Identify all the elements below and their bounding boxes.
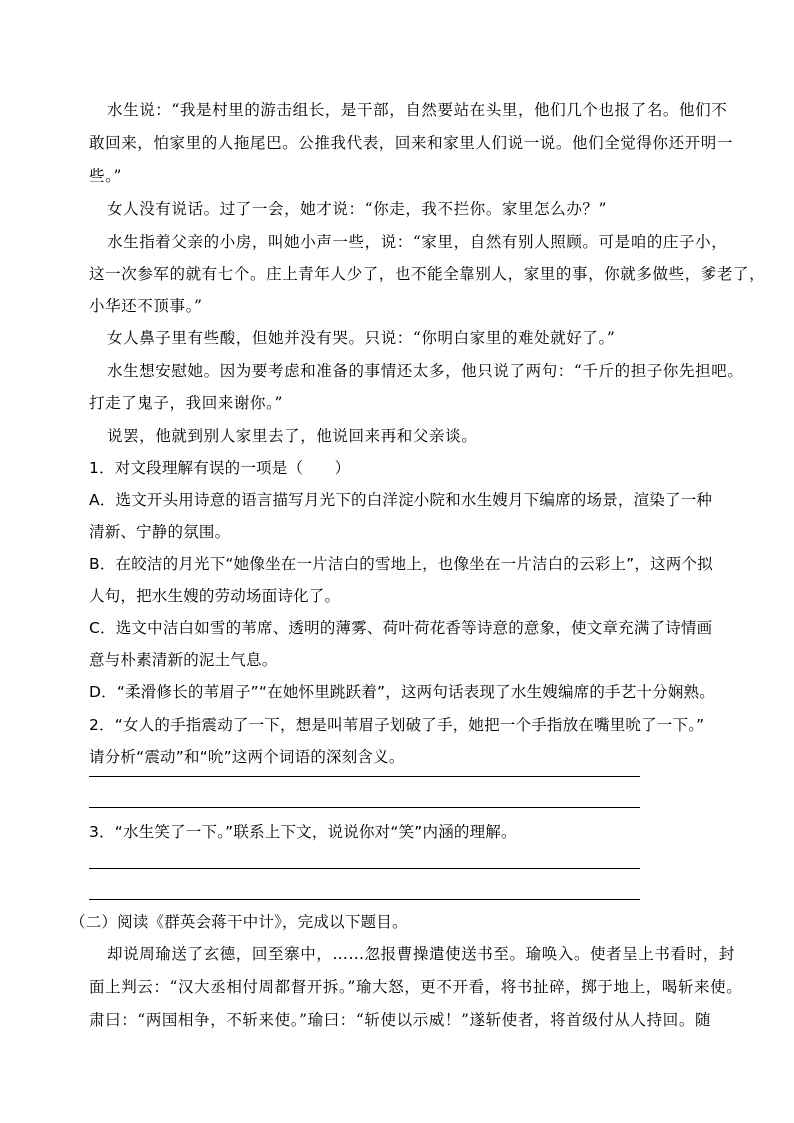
story-paragraph-5-line-1: 水生想安慰她。因为要考虑和准备的事情还太多，他只说了两句：“千斤的担子你先担吧。	[107, 362, 744, 380]
story-paragraph-1-line-1: 水生说：“我是村里的游击组长，是干部，自然要站在头里，他们几个也报了名。他们不	[107, 101, 728, 119]
story-paragraph-1-line-2: 敢回来，怕家里的人拖尾巴。公推我代表，回来和家里人们说一说。他们全觉得你还开明一	[89, 134, 734, 152]
question-2-stem-line-2: 请分析“震动”和“吮”这两个词语的深刻含义。	[89, 748, 405, 766]
question-1-stem: 1．对文段理解有误的一项是（ ）	[89, 459, 351, 477]
story-paragraph-4: 女人鼻子里有些酸，但她并没有哭。只说：“你明白家里的难处就好了。”	[107, 329, 616, 347]
answer-line-3a[interactable]	[89, 868, 640, 869]
story-paragraph-6: 说罢，他就到别人家里去了，他说回来再和父亲谈。	[107, 427, 478, 445]
question-1-option-c-line-1: C．选文中洁白如雪的苇席、透明的薄雾、荷叶荷花香等诗意的意象，使文章充满了诗情画	[89, 619, 713, 637]
question-1-option-b-line-2: 人句，把水生嫂的劳动场面诗化了。	[89, 587, 341, 605]
question-1-option-a-line-1: A．选文开头用诗意的语言描写月光下的白洋淀小院和水生嫂月下编席的场景，渲染了一种	[89, 491, 713, 509]
question-1-option-c-line-2: 意与朴素清新的泥土气息。	[89, 651, 278, 669]
section-2-heading: （二）阅读《群英会蒋干中计》，完成以下题目。	[70, 913, 408, 931]
story-paragraph-3-line-1: 水生指着父亲的小房，叫她小声一些，说：“家里，自然有别人照顾。可是咱的庄子小，	[107, 233, 728, 251]
story-paragraph-3-line-2: 这一次参军的就有七个。庄上青年人少了，也不能全靠别人，家里的事，你就多做些，爹老了，	[89, 265, 766, 283]
answer-line-2b[interactable]	[89, 807, 640, 808]
section-2-paragraph-line-3: 肃曰：“两国相争，不斩来使。”瑜曰：“斩使以示威！”遂斩使者，将首级付从人持回。随	[89, 1011, 712, 1029]
section-2-paragraph-line-1: 却说周瑜送了玄德，回至寨中，……忽报曹操遣使送书至。瑜唤入。使者呈上书看时，封	[107, 945, 735, 963]
answer-line-2a[interactable]	[89, 776, 640, 777]
section-2-paragraph-line-2: 面上判云：“汉大丞相付周都督开拆。”瑜大怒，更不开看，将书扯碎，掷于地上，喝斩来使。	[89, 978, 743, 996]
story-paragraph-1-line-3: 些。”	[89, 167, 122, 185]
answer-line-3b[interactable]	[89, 899, 640, 900]
question-2-stem-line-1: 2．“女人的手指震动了一下，想是叫苇眉子划破了手，她把一个手指放在嘴里吮了一下。”	[89, 716, 705, 734]
story-paragraph-3-line-3: 小华还不顶事。”	[89, 297, 203, 315]
question-1-option-d: D．“柔滑修长的苇眉子”“在她怀里跳跃着”，这两句话表现了水生嫂编席的手艺十分娴熟。	[89, 683, 715, 701]
story-paragraph-5-line-2: 打走了鬼子，我回来谢你。”	[89, 394, 283, 412]
question-1-option-a-line-2: 清新、宁静的氛围。	[89, 523, 231, 541]
question-3-stem: 3．“水生笑了一下。”联系上下文，说说你对“笑”内涵的理解。	[89, 823, 517, 841]
question-1-option-b-line-1: B．在皎洁的月光下“她像坐在一片洁白的雪地上，也像坐在一片洁白的云彩上”，这两个拟	[89, 555, 713, 573]
story-paragraph-2: 女人没有说话。过了一会，她才说：“你走，我不拦你。家里怎么办？”	[107, 200, 608, 218]
